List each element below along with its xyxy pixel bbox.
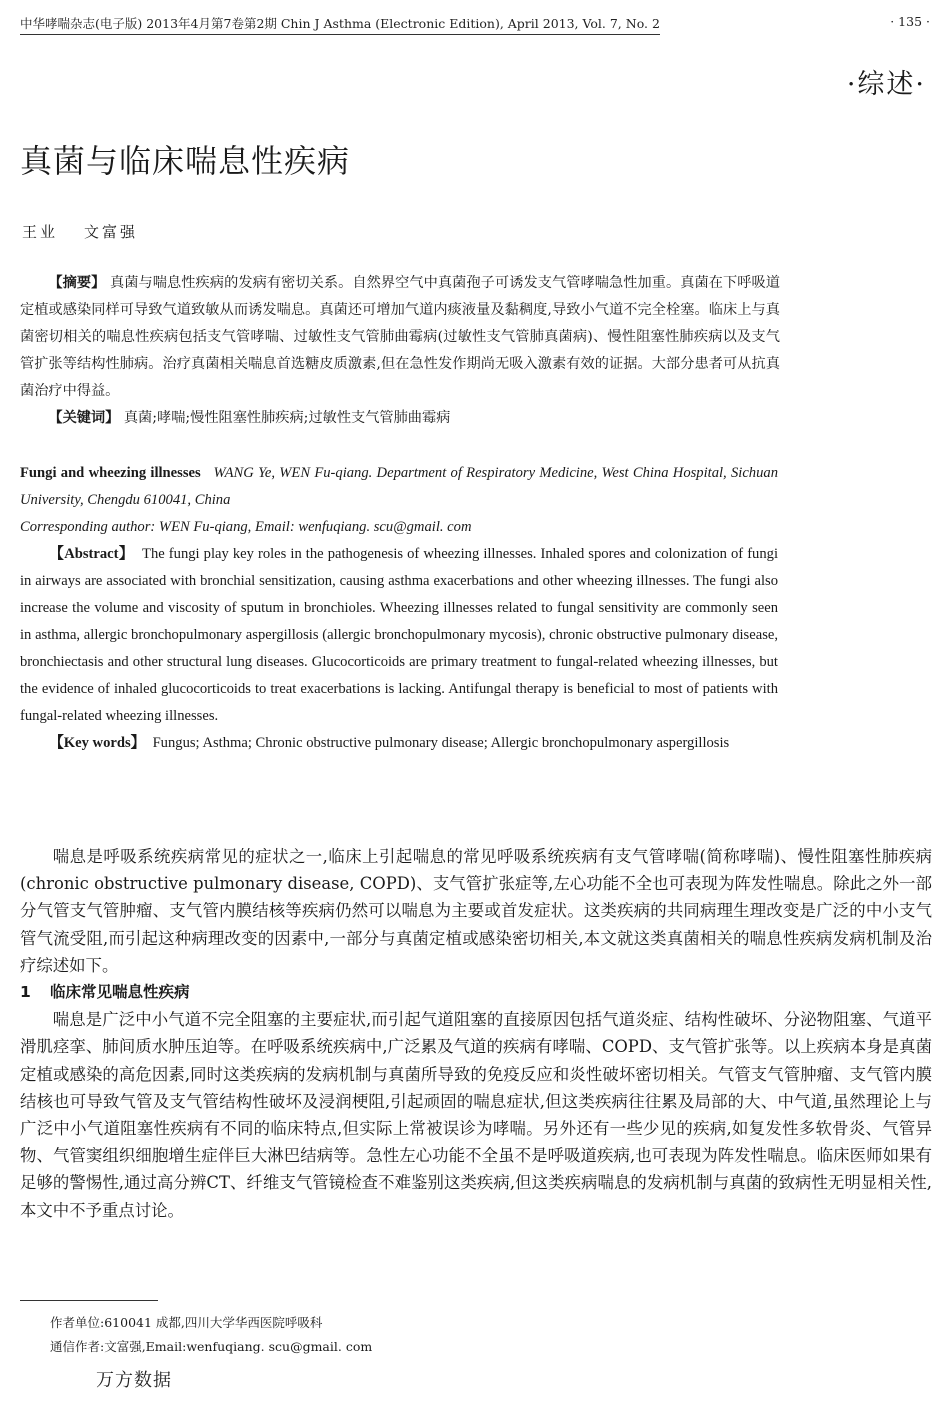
author-name: 文富强 [84,223,139,241]
english-affiliation: WANG Ye, WEN Fu-qiang. Department of Respiratory Medicine, West China Hospital, Sichuan University, Chengdu 610041, China [20,465,778,508]
article-body [20,843,932,1224]
section-title: 临床常见喘息性疾病 [50,983,190,1002]
section-number: 1 [20,983,31,1002]
english-keywords-paragraph [20,730,778,757]
page-number: · 135 · [890,14,930,29]
section-label: ·综述· [846,69,926,100]
keywords-text: 真菌;哮喘;慢性阻塞性肺疾病;过敏性支气管肺曲霉病 [123,410,451,426]
abstract-text: 真菌与喘息性疾病的发病有密切关系。自然界空气中真菌孢子可诱发支气管哮喘急性加重。真菌在下呼吸道定植或感染同样可导致气道致敏从而诱发喘息。真菌还可增加气道内痰液量及黏稠度,导致小气道不完全栓塞。临床上与真菌密切相关的喘息性疾病包括支气管哮喘、过敏性支气管肺曲霉病(过敏性支气管肺真菌病)、慢性阻塞性肺疾病以及支气管扩张等结构性肺病。治疗真菌相关喘息首选糖皮质激素,但在急性发作期尚无吸入激素有效的证据。大部分患者可从抗真菌治疗中得益。 [20,275,780,399]
intro-paragraph: 喘息是呼吸系统疾病常见的症状之一,临床上引起喘息的常见呼吸系统疾病有支气管哮喘(简称哮喘)、慢性阻塞性肺疾病(chronic obstructive pulmonary disease, COPD)、支气管扩张症等,左心功能不全也可表现为阵发性喘息。除此之外一部分气管支气管肿瘤、支气管内膜结核等疾病仍然可以喘息为主要或首发症状。这类疾病的共同病理生理改变是广泛的中小支气管气流受阻,而引起这种病理改变的因素中,一部分与真菌定植或感染密切相关,本文就这类真菌相关的喘息性疾病发病机制及治疗综述如下。 [20,847,932,975]
author-list [22,221,138,242]
article-title: 真菌与临床喘息性疾病 [20,142,351,180]
english-keywords-text: Fungus; Asthma; Chronic obstructive pulmonary disease; Allergic bronchopulmonary aspergillosis [152,735,730,751]
author-name: 王业 [22,223,59,241]
english-abstract-text: The fungi play key roles in the pathogenesis of wheezing illnesses. Inhaled spores and colonization of fungi in airways are associated with bronchial sensitization, causing asthma exacerbations and other wheezing illnesses. The fungi also increase the volume and viscosity of sputum in bronchioles. Wheezing illnesses related to fungal sensitivity are commonly seen in asthma, allergic bronchopulmonary aspergillosis (allergic bronchopulmonary mycosis), chronic obstructive pulmonary disease, bronchiectasis and other structural lung diseases. Glucocorticoids are primary treatment to fungal-related wheezing illnesses, but the evidence of inhaled glucocorticoids to treat exacerbations is lacking. Antifungal therapy is beneficial to most of patients with fungal-related wheezing illnesses. [20,546,778,724]
keywords-label: 【关键词】 [48,410,120,426]
section-paragraph: 喘息是广泛中小气道不完全阻塞的主要症状,而引起气道阻塞的直接原因包括气道炎症、结构性破坏、分泌物阻塞、气道平滑肌痉挛、肺间质水肿压迫等。在呼吸系统疾病中,广泛累及气道的疾病有哮喘、COPD、支气管扩张等。以上疾病本身是真菌定植或感染的高危因素,同时这类疾病的发病机制与真菌所导致的免疫反应和炎性破坏密切相关。气管支气管肿瘤、支气管内膜结核也可导致气管及支气管结构性破坏及浸润梗阻,引起顽固的喘息症状,但这类疾病往往累及局部的大、中气道,虽然理论上与广泛中小气道阻塞性疾病有不同的临床特点,但实际上常被误诊为哮喘。另外还有一些少见的疾病,如复发性多软骨炎、气管异物、气管窦组织细胞增生症伴巨大淋巴结病等。急性左心功能不全虽不是呼吸道疾病,也可表现为阵发性喘息。临床医师如果有足够的警惕性,通过高分辨CT、纤维支气管镜检查不难鉴别这类疾病,但这类疾病喘息的发病机制与真菌的致病性无明显相关性,本文中不予重点讨论。 [20,1010,932,1220]
english-abstract [20,460,778,757]
footnote-divider [20,1300,158,1301]
abstract-label: 【摘要】 [48,275,106,291]
footnotes [50,1311,372,1359]
keywords-paragraph [20,405,780,432]
english-title-line [20,460,778,514]
footnote-affiliation: 作者单位:610041 成都,四川大学华西医院呼吸科 [50,1315,323,1330]
footnote-corresponding: 通信作者:文富强,Email:wenfuqiang. scu@gmail. com [50,1339,373,1354]
english-abstract-label: 【Abstract】 [49,546,134,562]
running-header [20,14,930,34]
english-title: Fungi and wheezing illnesses [20,465,201,481]
abstract-paragraph [20,270,780,405]
chinese-abstract [20,270,780,432]
watermark: 万方数据 [96,1370,172,1391]
section-heading [20,979,932,1006]
corresponding-author-en: Corresponding author: WEN Fu-qiang, Email: wenfuqiang. scu@gmail. com [20,519,472,535]
english-keywords-label: 【Key words】 [49,735,146,751]
journal-citation-line: 中华哮喘杂志(电子版) 2013年4月第7卷第2期 Chin J Asthma (Electronic Edition), April 2013, Vol. 7, No. 2 [20,14,660,35]
english-abstract-paragraph [20,541,778,730]
